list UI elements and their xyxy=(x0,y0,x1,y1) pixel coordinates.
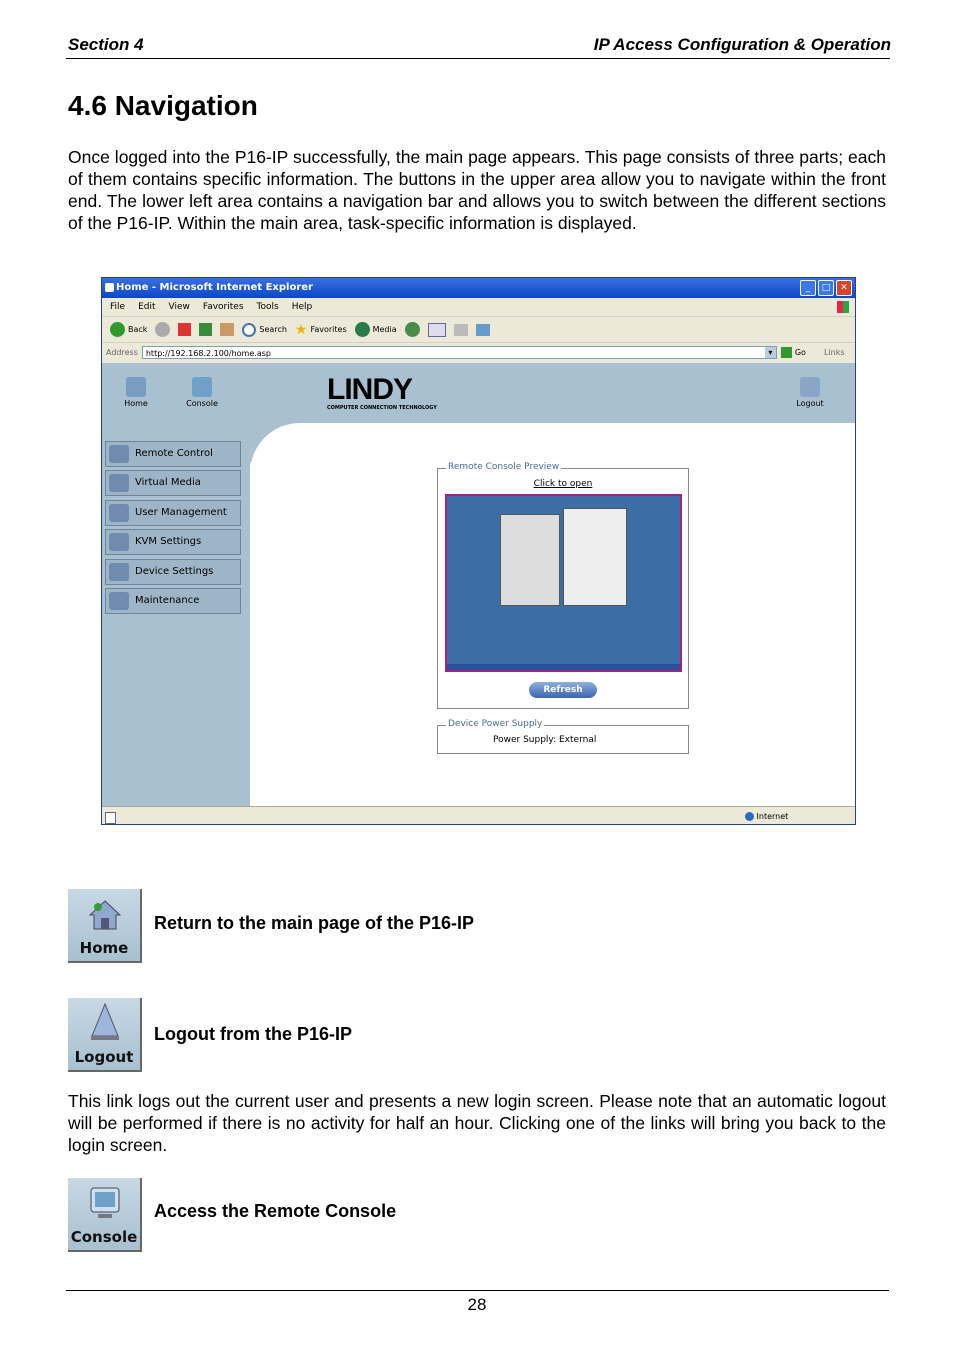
logout-description: Logout from the P16-IP xyxy=(154,1024,352,1044)
power-row xyxy=(493,735,596,745)
window-title: Home - Microsoft Internet Explorer xyxy=(116,282,313,293)
menu-device-settings[interactable]: Device Settings xyxy=(105,559,241,585)
remote-control-icon xyxy=(109,445,129,463)
menu-maintenance[interactable]: Maintenance xyxy=(105,588,241,614)
forward-icon[interactable] xyxy=(155,322,170,337)
links-label[interactable]: Links xyxy=(823,348,845,357)
remote-console-preview xyxy=(437,462,689,709)
nav-console[interactable]: Console xyxy=(182,377,222,408)
address-url: http://192.168.2.100/home.asp xyxy=(145,349,271,358)
print-icon[interactable] xyxy=(454,324,468,336)
logout-button-image xyxy=(68,998,142,1072)
browser-screenshot xyxy=(101,277,856,825)
device-settings-icon xyxy=(109,563,129,581)
search-button[interactable]: Search xyxy=(242,323,286,337)
console-button-image xyxy=(68,1178,142,1252)
menu-user-management[interactable]: User Management xyxy=(105,500,241,526)
click-to-open-link[interactable]: Click to open xyxy=(533,479,593,489)
device-power-supply xyxy=(437,719,689,754)
power-label: Power Supply: xyxy=(493,735,557,745)
console-description: Access the Remote Console xyxy=(154,1201,397,1221)
page-title: 4.6 Navigation xyxy=(68,90,258,121)
status-bar xyxy=(102,806,855,825)
home-icon xyxy=(88,899,122,931)
intro-paragraph: Once logged into the P16-IP successfully, the main page appears. This page consists of three parts; each of them contains specific information. The buttons in the upper area allow you to navigate within the front end. The lower left area contains a navigation bar and allows you to switch between the different sections of the P16-IP. Within the main area, task-specific information is displayed. xyxy=(68,147,886,233)
power-value: External xyxy=(559,735,597,745)
menu-remote-control[interactable]: Remote Control xyxy=(105,441,241,467)
preview-image[interactable] xyxy=(445,494,682,672)
refresh-icon[interactable] xyxy=(199,323,212,336)
address-label: Address xyxy=(106,348,138,357)
window-titlebar xyxy=(102,278,855,298)
globe-icon xyxy=(745,812,754,821)
home-icon xyxy=(126,377,146,397)
section-label: Section 4 xyxy=(68,35,144,54)
home-description: Return to the main page of the P16-IP xyxy=(154,913,475,933)
home-button-image xyxy=(68,889,142,963)
ie-icon xyxy=(105,283,114,292)
logout-label: Logout xyxy=(74,1048,134,1066)
mail-icon[interactable] xyxy=(428,323,446,337)
console-icon xyxy=(88,1186,122,1222)
menu-virtual-media[interactable]: Virtual Media xyxy=(105,470,241,496)
logo-tagline: COMPUTER CONNECTION TECHNOLOGY xyxy=(327,405,437,411)
media-button[interactable]: Media xyxy=(355,322,397,337)
menu-edit[interactable]: Edit xyxy=(138,302,156,312)
history-icon[interactable] xyxy=(405,322,420,337)
logout-icon xyxy=(88,1002,122,1042)
toolbar xyxy=(102,316,855,342)
home-toolbar-icon[interactable] xyxy=(220,323,234,336)
menu-file[interactable]: File xyxy=(110,302,126,312)
console-icon xyxy=(192,377,212,397)
menu-bar xyxy=(102,298,855,316)
search-icon xyxy=(242,323,256,337)
footer-rule xyxy=(66,1290,889,1291)
star-icon: ★ xyxy=(294,321,308,338)
page-number: 28 xyxy=(467,1295,487,1314)
preview-window xyxy=(500,514,560,606)
preview-legend: Remote Console Preview xyxy=(448,462,560,472)
maintenance-icon xyxy=(109,592,129,610)
chevron-down-icon[interactable]: ▾ xyxy=(765,347,776,358)
window-buttons xyxy=(800,280,852,296)
chapter-label: IP Access Configuration & Operation xyxy=(593,35,891,54)
kvm-settings-icon xyxy=(109,533,129,551)
back-icon xyxy=(110,322,125,337)
menu-tools[interactable]: Tools xyxy=(256,302,279,312)
virtual-media-icon xyxy=(109,474,129,492)
go-button[interactable]: Go xyxy=(781,347,806,358)
menu-kvm-settings[interactable]: KVM Settings xyxy=(105,529,241,555)
menu-view[interactable]: View xyxy=(168,302,190,312)
address-input[interactable] xyxy=(142,346,777,359)
windows-flag-icon xyxy=(837,301,849,313)
menu-favorites[interactable]: Favorites xyxy=(202,302,244,312)
media-icon xyxy=(355,322,370,337)
address-bar xyxy=(102,342,855,362)
preview-taskbar xyxy=(447,664,680,670)
web-content xyxy=(102,363,855,806)
power-legend: Device Power Supply xyxy=(448,719,543,729)
logout-paragraph: This link logs out the current user and presents a new login screen. Please note that an automatic logout will be performed if there is no activity for half an hour. Clicking one of the links will bring you back to the login screen. xyxy=(68,1091,886,1155)
nav-logout[interactable]: Logout xyxy=(790,377,830,408)
home-label: Home xyxy=(79,939,129,957)
header-rule xyxy=(66,58,890,59)
internet-zone: Internet xyxy=(745,807,788,825)
back-button[interactable]: Back xyxy=(110,322,147,337)
close-button[interactable]: ✕ xyxy=(836,280,852,296)
user-management-icon xyxy=(109,504,129,522)
menu-help[interactable]: Help xyxy=(291,302,313,312)
refresh-button[interactable]: Refresh xyxy=(529,682,597,698)
lindy-logo xyxy=(327,375,437,411)
logout-icon xyxy=(800,377,820,397)
go-arrow-icon xyxy=(781,347,792,358)
preview-window xyxy=(563,508,627,606)
minimize-button[interactable]: _ xyxy=(800,280,816,296)
console-label: Console xyxy=(70,1228,138,1246)
nav-home[interactable]: Home xyxy=(116,377,156,408)
maximize-button[interactable]: □ xyxy=(818,280,834,296)
edit-icon[interactable] xyxy=(476,324,490,336)
favorites-button[interactable]: ★ Favorites xyxy=(294,321,347,338)
page-icon xyxy=(105,812,116,824)
logo-name: LINDY xyxy=(327,373,412,406)
stop-icon[interactable] xyxy=(178,323,191,336)
